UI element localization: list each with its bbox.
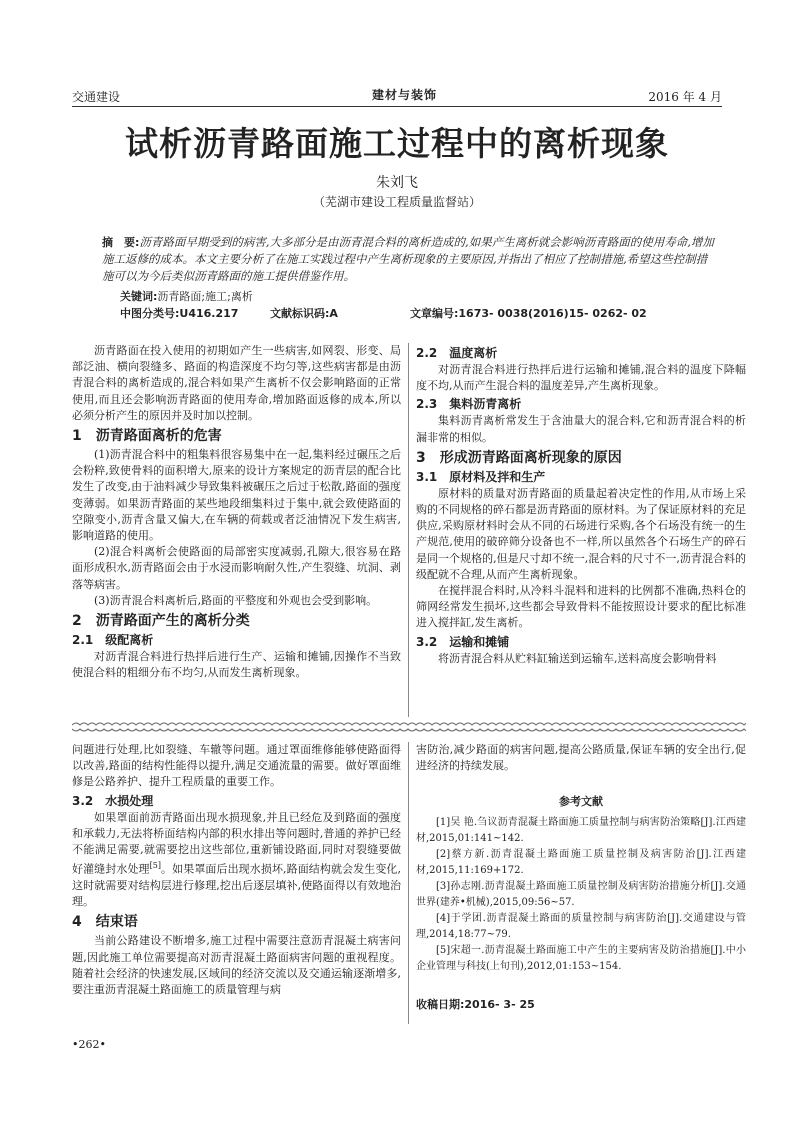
keywords-label: 关键词: — [120, 290, 158, 303]
keywords-text: 沥青路面;施工;离析 — [157, 290, 253, 303]
header-journal-section: 交通建设 — [72, 90, 121, 104]
section-3-1-heading: 3.1 原材料及拌和生产 — [416, 469, 546, 484]
section-2-2-para: 对沥青混合料进行热拌后进行运输和摊铺,混合料的温度下降幅度不均,从而产生混合料的温度差异,产生离析现象。 — [416, 363, 746, 393]
section-3-heading: 3 形成沥青路面离析现象的原因 — [416, 449, 622, 466]
section-2-1-heading: 2.1 级配离析 — [72, 633, 154, 648]
clc-number: 中图分类号:U416.217 — [120, 307, 239, 320]
section-3-1-para-2: 在搅拌混合料时,从冷料斗混料和进料的比例都不准确,热料仓的筛网经常发生损坏,这些都会导致骨料不能按照设计要求的配比标准进入搅拌缸,发生离析。 — [416, 584, 746, 630]
section-2-3-para: 集料沥青离析常发生于含油量大的混合料,它和沥青混合料的析漏非常的相似。 — [416, 414, 746, 444]
header-rule — [72, 106, 722, 107]
section-4-heading: 4 结束语 — [72, 914, 138, 931]
section-1-para-1: (1)沥青混合料中的粗集料很容易集中在一起,集料经过碾压之后会粉粹,致使骨料的面积增大,原来的设计方案规定的沥青层的配合比发生了改变,由于油料减少导致集料被碾压之后过于松散,路面的强度变薄弱。如果沥青路面的某些地段细集料过于集中,就会致使路面的空隙变小,沥青含量又偏大,在车辆的荷载或者泛油情况下发生病害,影响道路的使用。 — [72, 448, 401, 543]
section-3-1-para-1: 原材料的质量对沥青路面的质量起着决定性的作用,从市场上采购的不同规格的碎石都是沥青路面的原材料。为了保证原材料的充足供应,采购原材料时会从不同的石场进行采购,各个石场没有统一的生产规范,使用的破碎筛分设备也不一样,所以虽然各个石场生产的碎石是同一个规格的,但是尺寸却不统一,混合料的尺寸不一,沥青混合料的级配就不合理,从而产生离析现象。 — [416, 486, 746, 581]
document-code: 文献标识码:A — [270, 307, 338, 320]
column-1 — [72, 343, 401, 681]
column-2 — [416, 343, 746, 667]
section-3-2-para: 将沥青混合料从贮料缸输送到运输车,送料高度会影响骨料 — [438, 651, 717, 665]
paper-title: 试析沥青路面施工过程中的离析现象 — [125, 124, 669, 163]
section-4-para: 当前公路建设不断增多,施工过程中需要注意沥青混凝土病害问题,因此施工单位需要提高对沥青混凝土路面病害问题的重视程度。随着社会经济的快速发展,区域间的经济交流以及交通运输逐渐增多,要注重沥青混凝土路面施工的质量管理与病 — [72, 934, 401, 997]
section-1-para-3: (3)沥青混合料离析后,路面的平整度和外观也会受到影响。 — [94, 593, 378, 607]
reference-item: [5]宋超一.沥青混凝土路面施工中产生的主要病害及防治措施[J].中小企业管理与科技(上旬刊),2012,01:153~154. — [416, 944, 746, 972]
abstract — [102, 234, 717, 285]
column-divider-bottom — [408, 742, 409, 1024]
section-3-3-text-a: 如果罩面前沥青路面出现水损现象,并且已经危及到路面的强度和承载力,无法将桥面结构内部的积水排出等问题时,普通的养护已经不能满足需要,就需要挖出这些部位,重新铺设路面,同时对裂缝要做好灌缝封水处理 — [72, 810, 401, 876]
section-3-3-text-b: 。如果罩面后出现水损坏,路面结构就会发生变化,这时就需要对结构层进行修理,挖出后逐层填补,使路面得以有效地治理。 — [72, 862, 401, 909]
column-divider-top — [408, 343, 409, 717]
wavy-divider — [72, 720, 746, 734]
section-2-3-heading: 2.3 集料沥青离析 — [416, 397, 522, 412]
references-heading: 参考文献 — [559, 795, 603, 809]
article-number: 文章编号:1673- 0038(2016)15- 0262- 02 — [410, 307, 647, 320]
abstract-label: 摘 要: — [102, 236, 140, 249]
intro-paragraph: 沥青路面在投入使用的初期如产生一些病害,如网裂、形变、局部泛油、横向裂缝多、路面的构造深度不均匀等,这些病害都是由沥青混合料的离析造成的,混合料如果产生离析不仅会影响路面的正常使用,而且还会影响沥青路面的使用寿命,增加路面返修的成本,所以必须分析产生的原因并及时加以控制。 — [72, 344, 401, 422]
section-2-heading: 2 沥青路面产生的离析分类 — [72, 613, 250, 630]
column-4 — [416, 742, 746, 1013]
author: 朱刘飞 — [376, 175, 418, 191]
affiliation: （芜湖市建设工程质量监督站） — [312, 195, 481, 209]
column-3 — [72, 742, 401, 998]
section-1-para-2: (2)混合料离析会使路面的局部密实度减弱,孔隙大,很容易在路面形成积水,沥青路面会由于水浸而影响耐久性,产生裂缝、坑洞、剥落等病害。 — [72, 545, 401, 591]
section-4-continued: 害防治,减少路面的病害问题,提高公路质量,保证车辆的安全出行,促进经济的持续发展。 — [416, 743, 746, 773]
section-1-heading: 1 沥青路面离析的危害 — [72, 428, 222, 445]
reference-item: [2]蔡方新.沥青混凝土路面施工质量控制及病害防治[J].江西建材,2015,11:169+172. — [416, 848, 746, 876]
section-3-2-continued: 问题进行处理,比如裂缝、车辙等问题。通过罩面维修能够使路面得以改善,路面的结构性能得以提升,满足交通流量的需要。做好罩面维修是公路养护、提升工程质量的重要工作。 — [72, 743, 401, 789]
reference-item: [4]于学团.沥青混凝土路面的质量控制与病害防治[J].交通建设与管理,2014,18:77~79. — [416, 912, 746, 940]
section-2-1-para: 对沥青混合料进行热拌后进行生产、运输和摊铺,因操作不当致使混合料的粗细分布不均匀,从而发生离析现象。 — [72, 650, 401, 680]
header-journal-name: 建材与装饰 — [372, 88, 438, 102]
page-number: •262• — [72, 1038, 106, 1051]
abstract-text: 沥青路面早期受到的病害,大多部分是由沥青混合料的离析造成的,如果产生离析就会影响沥青路面的使用寿命,增加施工返修的成本。本文主要分析了在施工实践过程中产生离析现象的主要原因,并指出了相应了控制措施,希望这些控制措施可以为今后类似沥青路面的施工提供借鉴作用。 — [102, 235, 714, 283]
citation-5: [5] — [149, 861, 161, 871]
keywords — [120, 288, 253, 304]
section-3-2-heading: 3.2 运输和摊铺 — [416, 634, 510, 649]
received-date: 收稿日期:2016- 3- 25 — [416, 997, 535, 1011]
reference-item: [1]吴 艳.刍议沥青混凝土路面施工质量控制与病害防治策略[J].江西建材,2015,01:141~142. — [416, 816, 746, 844]
reference-item: [3]孙志刚.沥青混凝土路面施工质量控制及病害防治措施分析[J].交通世界(建养•机械),2015,09:56~57. — [416, 880, 746, 908]
section-3-3-heading: 3.2 水损处理 — [72, 793, 154, 808]
section-2-2-heading: 2.2 温度离析 — [416, 346, 498, 360]
section-3-3-para — [72, 810, 401, 911]
header-date: 2016 年 4 月 — [648, 90, 722, 104]
